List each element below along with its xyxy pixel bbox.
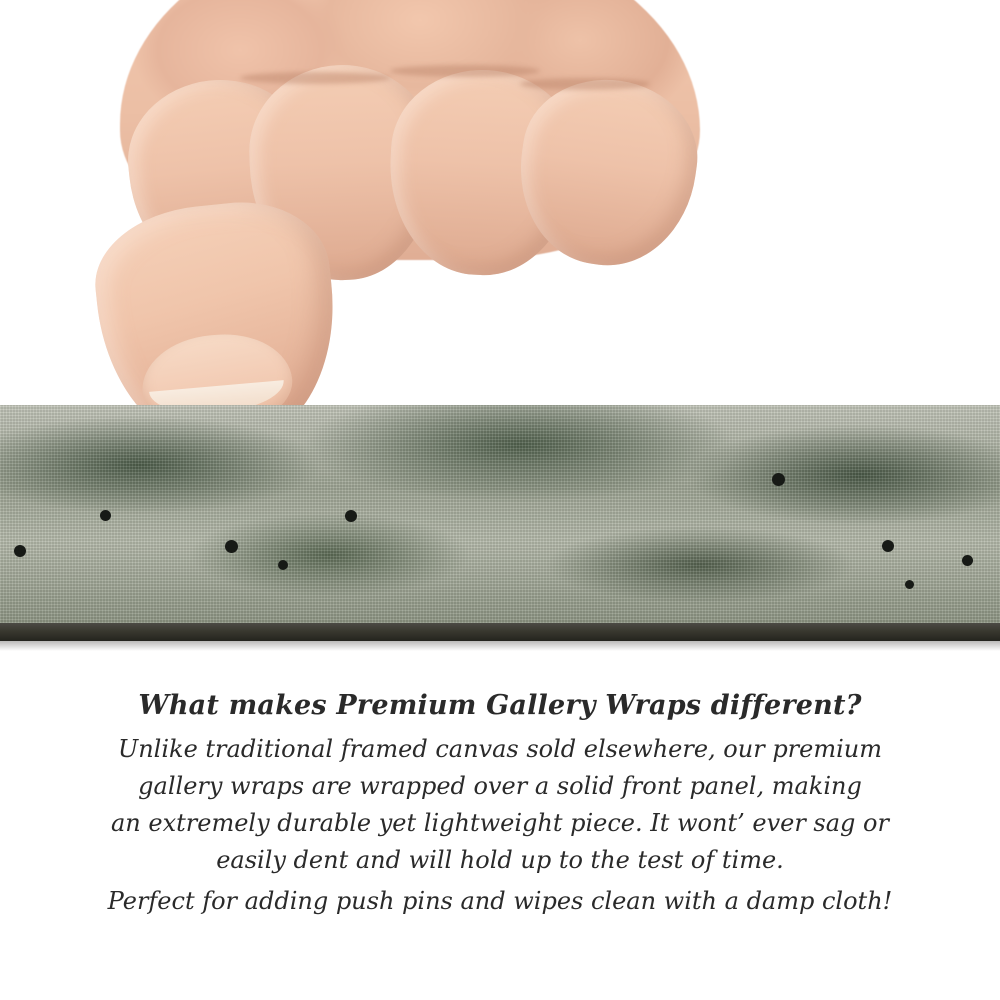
caption-line-4: easily dent and will hold up to the test of time. — [216, 846, 784, 874]
canvas-weave-texture — [0, 405, 1000, 623]
canvas-speck — [772, 473, 785, 486]
canvas-front-panel-edge — [0, 623, 1000, 641]
canvas-drop-shadow — [0, 641, 1000, 651]
canvas-speck — [345, 510, 357, 522]
canvas-speck — [278, 560, 288, 570]
canvas-speck — [14, 545, 26, 557]
caption-heading: What makes Premium Gallery Wraps different? — [138, 690, 862, 721]
caption-line-2: gallery wraps are wrapped over a solid front panel, making — [138, 772, 862, 800]
caption-line-3: an extremely durable yet lightweight piece. It wont’ ever sag or — [111, 809, 889, 837]
canvas-wrap-edge — [0, 405, 1000, 623]
caption-line-5: Perfect for adding push pins and wipes clean with a damp cloth! — [107, 887, 893, 915]
knuckle-crease — [520, 78, 650, 90]
caption-line-1: Unlike traditional framed canvas sold elsewhere, our premium — [117, 735, 882, 763]
canvas-speck — [882, 540, 894, 552]
canvas-speck — [225, 540, 238, 553]
knuckle-crease — [390, 65, 540, 77]
canvas-speck — [100, 510, 111, 521]
canvas-speck — [905, 580, 914, 589]
knuckle-crease — [240, 72, 390, 84]
caption-block — [0, 690, 1000, 920]
canvas-speck — [962, 555, 973, 566]
